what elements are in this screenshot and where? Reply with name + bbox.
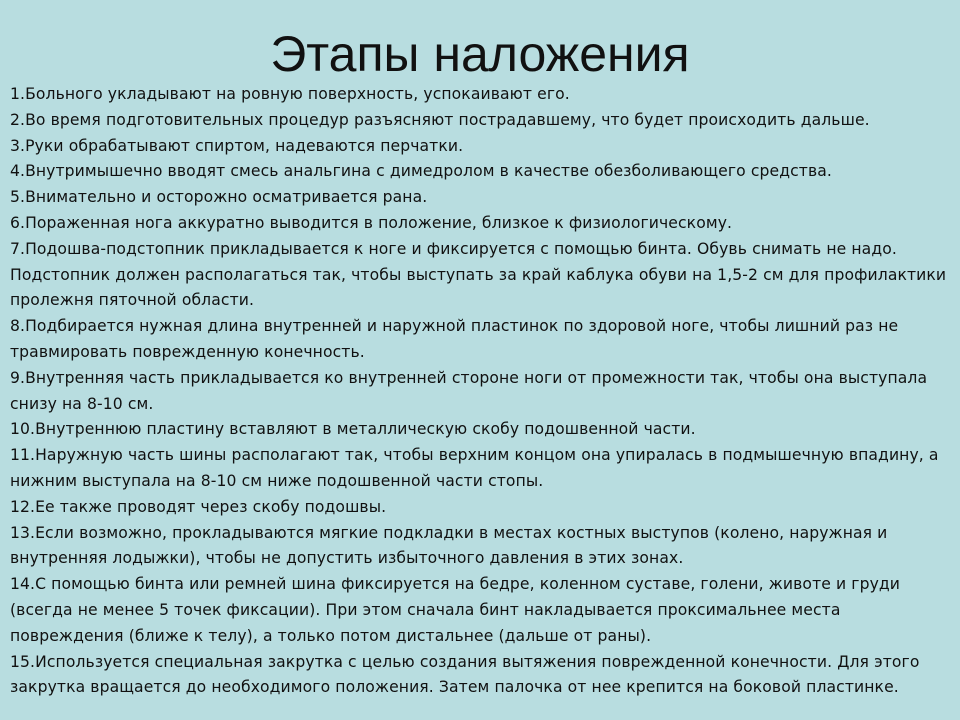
step-item: 12.Ее также проводят через скобу подошвы. [10, 497, 387, 516]
step-item: 15.Используется специальная закрутка с целью создания вытяжения поврежденной конечности. Для этого закрутка вращается до необходимого положения. Затем палочка от нее крепится на боковой пластинке. [10, 652, 920, 697]
step-item: 9.Внутренняя часть прикладывается ко внутренней стороне ноги от промежности так, чтобы она выступала снизу на 8-10 см. [10, 368, 928, 413]
step-item: 7.Подошва-подстопник прикладывается к ноге и фиксируется с помощью бинта. Обувь снимать не надо. Подстопник должен располагаться так, чтобы выступать за край каблука обуви на 1,5-2 см для профилактики пролежня пяточной области. [10, 239, 947, 310]
step-item: 4.Внутримышечно вводят смесь анальгина с димедролом в качестве обезболивающего средства. [10, 162, 832, 181]
step-item: 11.Наружную часть шины располагают так, чтобы верхним концом она упиралась в подмышечную впадину, а нижним выступала на 8-10 см ниже подошвенной части стопы. [10, 446, 939, 490]
step-item: 10.Внутреннюю пластину вставляют в металлическую скобу подошвенной части. [10, 420, 696, 439]
step-item: 6.Пораженная нога аккуратно выводится в положение, близкое к физиологическому. [10, 213, 733, 232]
step-item: 5.Внимательно и осторожно осматривается рана. [10, 188, 428, 207]
slide-title: Этапы наложения [270, 26, 690, 82]
step-item: 14.С помощью бинта или ремней шина фиксируется на бедре, коленном суставе, голени, животе и груди (всегда не менее 5 точек фиксации). При этом сначала бинт накладывается проксимальнее места повреждения (ближе к телу), а только потом дистальнее (дальше от раны). [10, 575, 901, 645]
step-item: 1.Больного укладывают на ровную поверхность, успокаивают его. [10, 85, 570, 103]
step-item: 2.Во время подготовительных процедур разъясняют пострадавшему, что будет происходить дальше. [10, 110, 870, 129]
steps-list [10, 82, 950, 701]
step-item: 8.Подбирается нужная длина внутренней и наружной пластинок по здоровой ноге, чтобы лишний раз не травмировать поврежденную конечность. [10, 317, 899, 361]
step-item: 13.Если возможно, прокладываются мягкие подкладки в местах костных выступов (колено, наружная и внутренняя лодыжки), чтобы не допустить избыточного давления в этих зонах. [10, 523, 888, 568]
step-item: 3.Руки обрабатывают спиртом, надеваются перчатки. [10, 136, 464, 155]
